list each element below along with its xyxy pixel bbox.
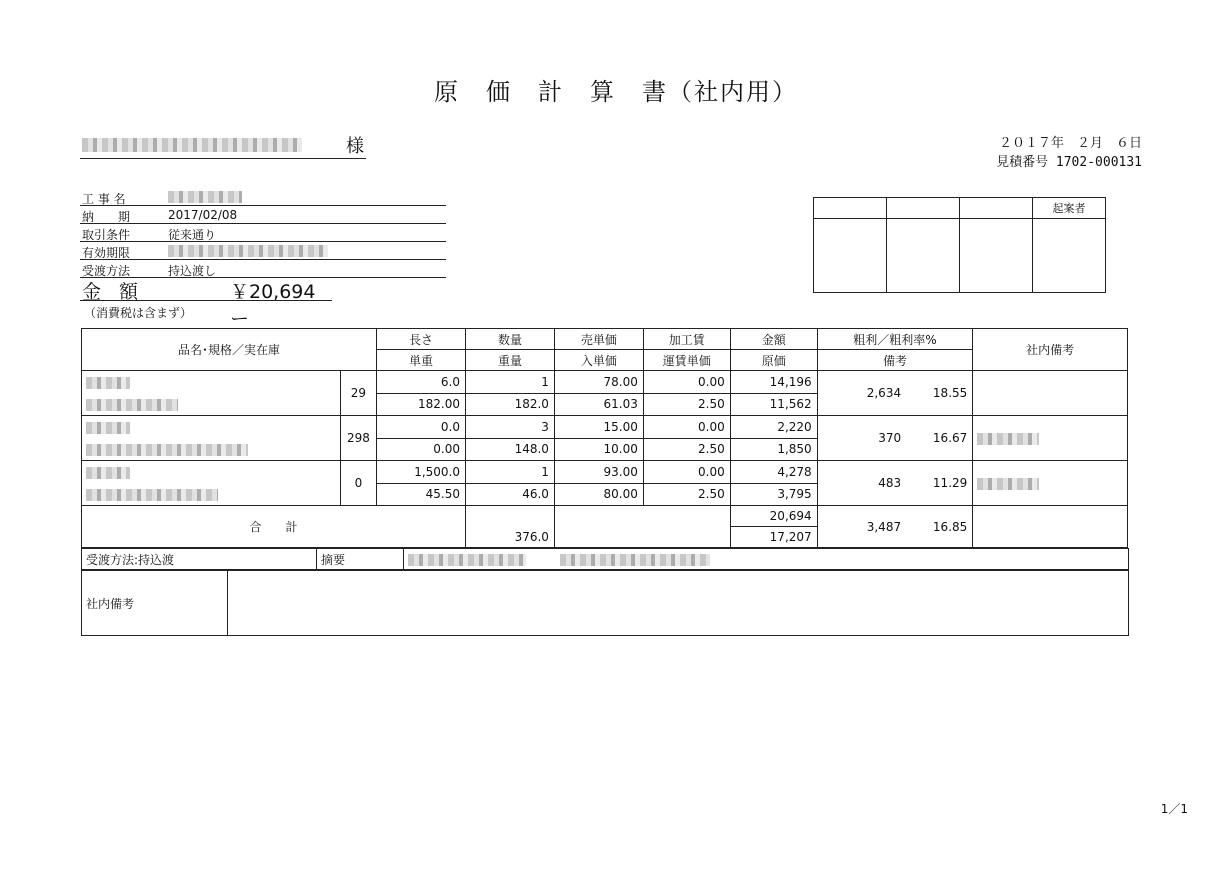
stock-cell: 29 xyxy=(340,371,376,416)
redacted-internal-note xyxy=(977,478,1039,490)
page-number: 1／1 xyxy=(1160,802,1188,816)
internal-note-row xyxy=(82,571,1129,636)
header-quantity: 数量 xyxy=(466,329,555,350)
info-row-delivery xyxy=(80,206,446,224)
sale-price-cell: 78.00 xyxy=(554,371,643,394)
header-amount: 金額 xyxy=(730,329,817,350)
length-cell: 0.0 xyxy=(377,416,466,439)
redacted-internal-note xyxy=(977,433,1039,445)
redacted-summary xyxy=(560,554,710,566)
cost-table xyxy=(81,328,1128,548)
total-internal-note xyxy=(973,506,1128,548)
internal-note-label: 社内備考 xyxy=(82,571,228,636)
redacted-validity xyxy=(168,245,328,257)
total-blank xyxy=(554,506,730,548)
tax-note: （消費税は含まず） xyxy=(84,306,193,320)
info-row-construction xyxy=(80,188,446,206)
stamp-header-cell xyxy=(887,198,960,219)
redacted-summary xyxy=(408,554,526,566)
header-sale-price: 売単価 xyxy=(554,329,643,350)
sale-price-cell: 15.00 xyxy=(554,416,643,439)
internal-note-cell xyxy=(973,461,1128,506)
customer-suffix: 様 xyxy=(346,136,364,157)
header-internal-note: 社内備考 xyxy=(973,329,1128,371)
info-block xyxy=(80,188,446,278)
table-row xyxy=(82,371,1128,394)
gross-rate-cell: 11.29 xyxy=(906,461,973,506)
stamp-header-cell xyxy=(960,198,1033,219)
weight-cell: 46.0 xyxy=(466,483,555,506)
quantity-cell: 1 xyxy=(466,461,555,484)
footer-row xyxy=(82,549,1129,570)
total-gross-rate: 16.85 xyxy=(906,506,973,548)
header-length: 長さ xyxy=(377,329,466,350)
gross-rate-cell: 16.67 xyxy=(906,416,973,461)
stamp-cell xyxy=(960,219,1033,293)
terms-value: 従来通り xyxy=(168,228,217,242)
quantity-cell: 1 xyxy=(466,371,555,394)
info-row-terms xyxy=(80,224,446,242)
unit-weight-cell: 0.00 xyxy=(377,438,466,461)
unit-weight-cell: 45.50 xyxy=(377,483,466,506)
redacted-product-name xyxy=(86,467,130,479)
document-date-block xyxy=(996,134,1142,172)
redacted-construction-name xyxy=(168,191,242,203)
redacted-customer-name xyxy=(82,138,302,152)
summary-label: 摘要 xyxy=(317,549,404,570)
document-date: ２０１７年 ２月 ６日 xyxy=(998,136,1142,151)
freight-cell: 2.50 xyxy=(643,483,730,506)
freight-cell: 2.50 xyxy=(643,393,730,416)
amount-value: ￥20,694ー xyxy=(230,281,316,330)
purchase-price-cell: 80.00 xyxy=(554,483,643,506)
weight-cell: 182.0 xyxy=(466,393,555,416)
total-label: 合 計 xyxy=(82,506,466,548)
total-row xyxy=(82,506,1128,527)
table-row xyxy=(82,461,1128,484)
footer-handover: 受渡方法:持込渡 xyxy=(82,549,317,570)
header-row xyxy=(82,329,1128,350)
delivery-label: 納 期 xyxy=(82,210,131,224)
handover-label: 受渡方法 xyxy=(82,264,131,278)
proposer-label: 起案者 xyxy=(1033,198,1106,219)
redacted-product-name xyxy=(86,377,130,389)
product-cell xyxy=(82,461,341,506)
header-note: 備考 xyxy=(817,350,973,371)
footer-table xyxy=(81,548,1129,570)
redacted-product-name xyxy=(86,422,130,434)
product-cell xyxy=(82,416,341,461)
total-weight: 376.0 xyxy=(466,506,555,548)
length-cell: 6.0 xyxy=(377,371,466,394)
amount-cell: 2,220 xyxy=(730,416,817,439)
construction-name-label: 工 事 名 xyxy=(82,192,126,206)
unit-weight-cell: 182.00 xyxy=(377,393,466,416)
stamp-cell xyxy=(1033,219,1106,293)
product-cell xyxy=(82,371,341,416)
terms-label: 取引条件 xyxy=(82,228,131,242)
total-amount-cell: 20,694 xyxy=(730,506,817,527)
internal-note-table xyxy=(81,570,1129,636)
cost-cell: 11,562 xyxy=(730,393,817,416)
redacted-product-spec xyxy=(86,399,178,411)
header-cost: 原価 xyxy=(730,350,817,371)
processing-fee-cell: 0.00 xyxy=(643,416,730,439)
redacted-product-spec xyxy=(86,489,218,501)
validity-label: 有効期限 xyxy=(82,246,131,260)
internal-note-cell xyxy=(973,416,1128,461)
customer-name xyxy=(80,132,366,159)
gross-profit-cell: 2,634 xyxy=(817,371,906,416)
header-purchase-price: 入単価 xyxy=(554,350,643,371)
stock-cell: 0 xyxy=(340,461,376,506)
amount-label: 金額 xyxy=(82,281,157,303)
header-unit-weight: 単重 xyxy=(377,350,466,371)
delivery-value: 2017/02/08 xyxy=(168,208,238,222)
sale-price-cell: 93.00 xyxy=(554,461,643,484)
length-cell: 1,500.0 xyxy=(377,461,466,484)
weight-cell: 148.0 xyxy=(466,438,555,461)
header-processing-fee: 加工賃 xyxy=(643,329,730,350)
internal-note-cell xyxy=(973,371,1128,416)
header-product: 品名･規格／実在庫 xyxy=(82,329,377,371)
header-freight-price: 運賃単価 xyxy=(643,350,730,371)
internal-note-value xyxy=(228,571,1129,636)
approval-stamp-grid xyxy=(813,197,1106,293)
amount-cell: 14,196 xyxy=(730,371,817,394)
handover-value: 持込渡し xyxy=(168,264,217,278)
summary-value xyxy=(404,549,1129,570)
info-row-validity xyxy=(80,242,446,260)
cost-cell: 1,850 xyxy=(730,438,817,461)
stamp-cell xyxy=(887,219,960,293)
stock-cell: 298 xyxy=(340,416,376,461)
header-weight: 重量 xyxy=(466,350,555,371)
gross-rate-cell: 18.55 xyxy=(906,371,973,416)
total-cost: 17,207 xyxy=(730,527,817,548)
purchase-price-cell: 61.03 xyxy=(554,393,643,416)
estimate-number: 見積番号 1702-000131 xyxy=(996,155,1142,170)
redacted-product-spec xyxy=(86,444,248,456)
freight-cell: 2.50 xyxy=(643,438,730,461)
gross-profit-cell: 483 xyxy=(817,461,906,506)
header-gross-profit: 粗利／粗利率% xyxy=(817,329,973,350)
total-gross-profit: 3,487 xyxy=(817,506,906,548)
document-title: 原 価 計 算 書（社内用） xyxy=(434,78,798,106)
table-row xyxy=(82,416,1128,439)
processing-fee-cell: 0.00 xyxy=(643,461,730,484)
info-row-handover xyxy=(80,260,446,278)
quantity-cell: 3 xyxy=(466,416,555,439)
stamp-header-cell xyxy=(814,198,887,219)
gross-profit-cell: 370 xyxy=(817,416,906,461)
amount-cell: 4,278 xyxy=(730,461,817,484)
stamp-cell xyxy=(814,219,887,293)
purchase-price-cell: 10.00 xyxy=(554,438,643,461)
cost-cell: 3,795 xyxy=(730,483,817,506)
processing-fee-cell: 0.00 xyxy=(643,371,730,394)
